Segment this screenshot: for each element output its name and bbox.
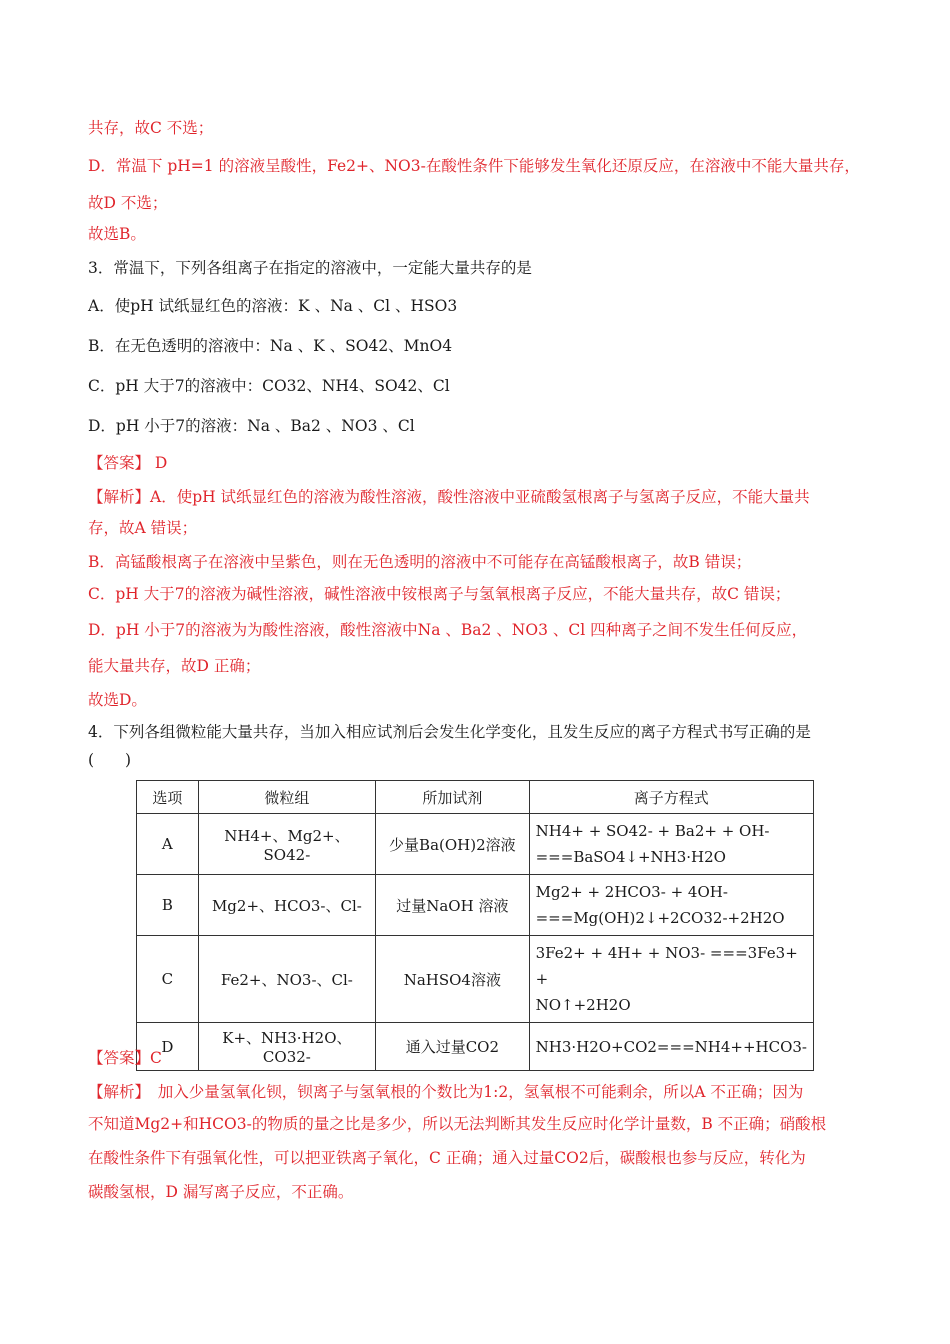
- table-cell-ions: Mg2+、HCO3-、Cl-: [198, 875, 375, 936]
- question-4-analysis-line: 【解析】 加入少量氢氧化钡，钡离子与氢氧根的个数比为1:2，氢氧根不可能剩余，所以A 不正确；因为: [88, 1083, 804, 1101]
- table-cell-option: D: [137, 1023, 199, 1071]
- table-cell-option: B: [137, 875, 199, 936]
- question-4-answer: 【答案】C: [88, 1049, 162, 1067]
- table-cell-equation: [529, 814, 813, 875]
- question-3-analysis-line: 故选D。: [88, 691, 147, 709]
- question-3-analysis-line: 能大量共存，故D 正确；: [88, 657, 261, 675]
- question-3-stem: 3．常温下，下列各组离子在指定的溶液中，一定能大量共存的是: [88, 259, 532, 277]
- question-3-option-c: C．pH 大于7的溶液中：CO32、NH4、SO42、Cl: [88, 377, 450, 395]
- question-4-table: [136, 780, 814, 1071]
- table-header: 所加试剂: [376, 781, 530, 814]
- table-cell-reagent: 过量NaOH 溶液: [376, 875, 530, 936]
- question-3-option-d: D．pH 小于7的溶液：Na 、Ba2 、NO3 、Cl: [88, 417, 415, 435]
- equation-line: NH4+ + SO42- + Ba2+ + OH-: [535, 822, 770, 840]
- equation-line: 3Fe2+ + 4H+ + NO3- ===3Fe3+ +: [535, 944, 798, 988]
- text-line: 故D 不选；: [88, 194, 168, 212]
- question-4-analysis-line: 在酸性条件下有强氧化性，可以把亚铁离子氧化，C 正确；通入过量CO2后，碳酸根也参与反应，转化为: [88, 1149, 806, 1167]
- question-3-option-a: A．使pH 试纸显红色的溶液：K 、Na 、Cl 、HSO3: [88, 297, 458, 315]
- equation-line: Mg2+ + 2HCO3- + 4OH-: [535, 883, 728, 901]
- equation-line: ===BaSO4↓+NH3·H2O: [535, 848, 726, 866]
- table-cell-reagent: 少量Ba(OH)2溶液: [376, 814, 530, 875]
- equation-line: ===Mg(OH)2↓+2CO32-+2H2O: [535, 909, 785, 927]
- table-cell-ions: Fe2+、NO3-、Cl-: [198, 936, 375, 1023]
- question-4-stem: 4．下列各组微粒能大量共存，当加入相应试剂后会发生化学变化，且发生反应的离子方程式书写正确的是: [88, 723, 811, 741]
- text-line: D．常温下 pH=1 的溶液呈酸性，Fe2+、NO3-在酸性条件下能够发生氧化还原反应，在溶液中不能大量共存，: [88, 157, 860, 175]
- question-4-analysis-line: 碳酸氢根，D 漏写离子反应，不正确。: [88, 1183, 354, 1201]
- table-cell-option: A: [137, 814, 199, 875]
- question-4-paren: ( ): [88, 751, 132, 769]
- question-3-analysis-line: D．pH 小于7的溶液为为酸性溶液，酸性溶液中Na 、Ba2 、NO3 、Cl 四种离子之间不发生任何反应，: [88, 621, 808, 639]
- equation-line: NH3·H2O+CO2===NH4++HCO3-: [535, 1037, 807, 1056]
- table-cell-option: C: [137, 936, 199, 1023]
- table-header: 离子方程式: [529, 781, 813, 814]
- table-cell-ions: NH4+、Mg2+、SO42-: [198, 814, 375, 875]
- text-line: 共存，故C 不选；: [88, 119, 214, 137]
- table-cell-equation: [529, 875, 813, 936]
- question-3-analysis-line: B．高锰酸根离子在溶液中呈紫色，则在无色透明的溶液中不可能存在高锰酸根离子，故B 错误；: [88, 553, 752, 571]
- table-header: 微粒组: [198, 781, 375, 814]
- question-3-analysis-line: 存，故A 错误；: [88, 519, 198, 537]
- table-cell-reagent: 通入过量CO2: [376, 1023, 530, 1071]
- question-3-option-b: B．在无色透明的溶液中：Na 、K 、SO42、MnO4: [88, 337, 453, 355]
- equation-line: NO↑+2H2O: [535, 996, 631, 1014]
- question-3-answer: 【答案】 D: [88, 454, 168, 472]
- text-line: 故选B。: [88, 225, 146, 243]
- question-3-analysis-line: 【解析】A．使pH 试纸显红色的溶液为酸性溶液，酸性溶液中亚硫酸氢根离子与氢离子反应，不能大量共: [88, 488, 810, 506]
- table-row: [137, 814, 814, 875]
- table-row: [137, 875, 814, 936]
- table-cell-reagent: NaHSO4溶液: [376, 936, 530, 1023]
- table-row: [137, 1023, 814, 1071]
- table-row: [137, 936, 814, 1023]
- table-cell-equation: [529, 1023, 813, 1071]
- table-cell-equation: [529, 936, 813, 1023]
- question-3-analysis-line: C．pH 大于7的溶液为碱性溶液，碱性溶液中铵根离子与氢氧根离子反应，不能大量共存，故C 错误；: [88, 585, 791, 603]
- table-cell-ions: K+、NH3·H2O、CO32-: [198, 1023, 375, 1071]
- table-header: 选项: [137, 781, 199, 814]
- question-4-analysis-line: 不知道Mg2+和HCO3-的物质的量之比是多少，所以无法判断其发生反应时化学计量数，B 不正确；硝酸根: [88, 1115, 827, 1133]
